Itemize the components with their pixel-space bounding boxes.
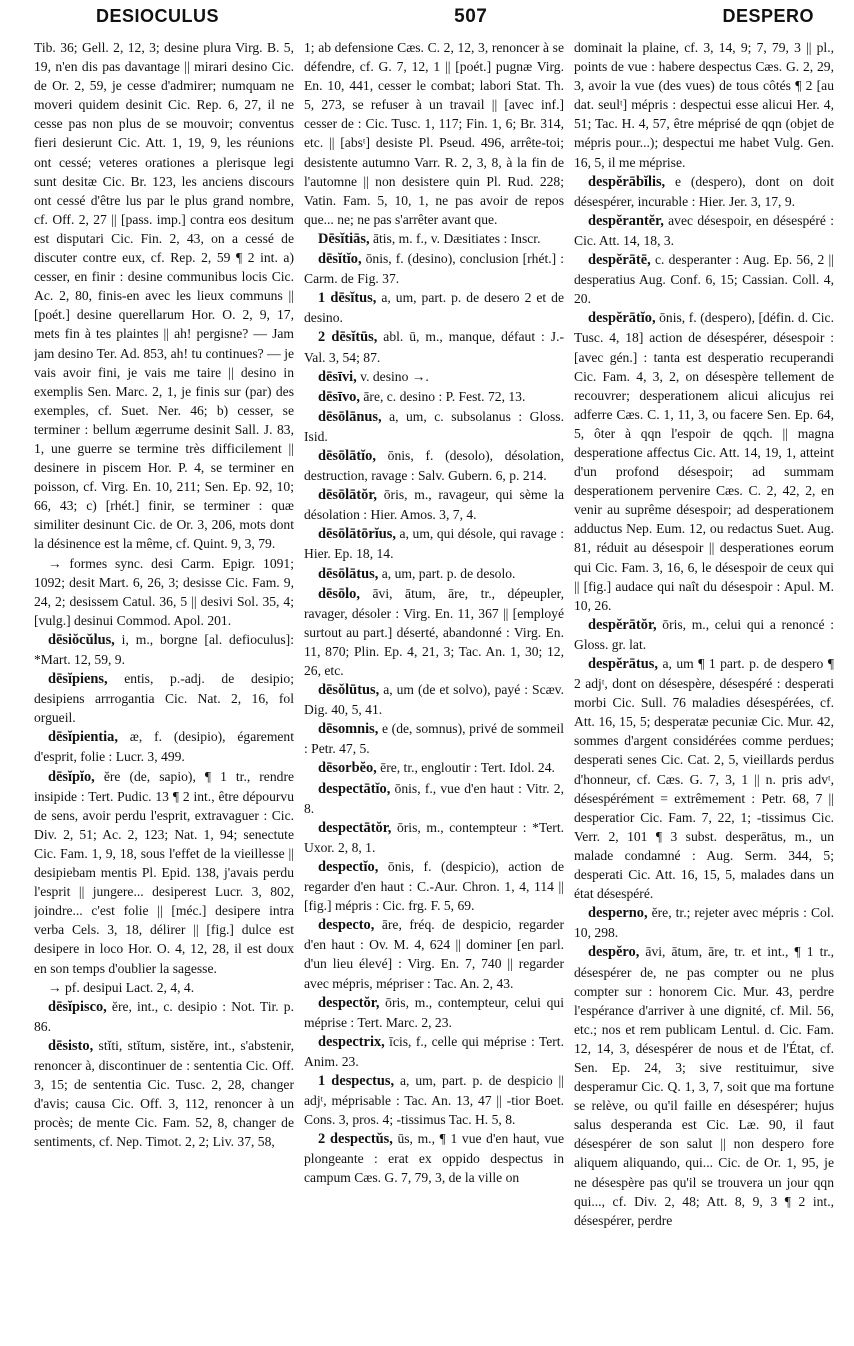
entry-body: ōnis, f. (despicio), action de regarder d'en haut : C.-Aur. Chron. 1, 4, 114 || [fig.] mépris : Cic. frg. F. 5, 69. — [304, 858, 564, 914]
entry-body: ōris, m., celui qui a renoncé : Gloss. gr. lat. — [574, 616, 834, 652]
dictionary-entry — [304, 407, 564, 446]
dictionary-entry — [304, 229, 564, 249]
entry-body: āre, c. desino : P. Fest. 72, 13. — [359, 388, 526, 404]
entry-headword: despĕrātē, — [588, 252, 651, 269]
entry-body: a, um, part. p. de desolo. — [378, 565, 516, 581]
entry-body: ōnis, f., vue d'en haut : Vitr. 2, 8. — [304, 780, 564, 816]
entry-headword: dēsōlānus, — [318, 408, 382, 425]
entry-headword: despĕro, — [588, 944, 640, 961]
entry-headword: 2 dēsĭtūs, — [318, 329, 378, 346]
entry-headword: Dēsĭtiās, — [318, 230, 370, 247]
entry-headword: dēsorbĕo, — [318, 760, 377, 777]
dictionary-entry — [304, 564, 564, 584]
entry-body: ōnis, f. (despero), [défin. d. Cic. Tusc. 4, 18] action de désespérer, désespoir : [avec gén.] : tanta est desperatio recuperandi Cic. Fam. 4, 3, 2, on désespère tellement de recouvrer; desperationem alicui alicujus rei adferre Cæs. C. 1, 11, 3, ou facere Sen. Ep. 64, 5, ôter à qqn l'espoir de qqch. || magna desperatione affectus Cic. Att. 14, 19, 1, atteint d'un profond désespoir; ad summam desperationem pervenire Cæs. C. 2, 42, 2, en venir au suprême désespoir; ad desperationem adductus Nep. Eum. 12, ou redactus Suet. Aug. 81, réduit au désespoir || desperationes eorum qui Cic. Fam. 3, 16, 6, le désespoir de ceux qui || [fig.] audace qui naît du désespoir : Apul. M. 10, 26. — [574, 310, 834, 613]
dictionary-entry — [574, 615, 834, 654]
entry-headword: dēsīvi, — [318, 368, 357, 385]
entry-text — [574, 38, 834, 172]
entry-headword: despectātŏr, — [318, 819, 392, 836]
entry-body: avec désespoir, en désespéré : Cic. Att. 14, 18, 3. — [574, 212, 834, 248]
entry-body: 1; ab defensione Cæs. C. 2, 12, 3, renoncer à se défendre, cf. G. 7, 12, 1 || [poét.] pugnæ Virg. En. 10, 441, cesser le combat; labori Stat. Th. 5, 273, se refuser à un travail || [avec inf.] cesser de : Cic. Tusc. 1, 117; Fin. 1, 6; Br. 314, etc. || [absᵗ] desiste Pl. Pseud. 496, arrête-toi; desistente autumno Varr. R. 2, 3, 8, à la fin de l'automne || non desistere quin Pl. Rud. 228; Vatin. Fam. 5, 10, 1, ne pas avoir de repos que... ne; ne pas s'arrêter avant que. — [304, 40, 564, 227]
entry-headword: despĕrantĕr, — [588, 212, 664, 229]
entry-headword: despectŏr, — [318, 994, 380, 1011]
entry-body: → formes sync. desi Carm. Epigr. 1091; 1092; desit Mart. 6, 26, 3; desisse Cic. Fam. 9, 24, 2; desissem Catul. 36, 5 || desivi Sol. 35, 4; [vulg.] desinui Commod. Apol. 201. — [34, 555, 294, 628]
entry-headword: dēsīvo, — [318, 388, 360, 405]
dictionary-entry — [304, 758, 564, 778]
dictionary-entry — [304, 387, 564, 407]
entry-body: i, m., borgne [al. defioculus]: *Mart. 12, 59, 9. — [34, 631, 294, 667]
dictionary-entry — [304, 367, 564, 387]
dictionary-entry — [304, 288, 564, 327]
dictionary-entry — [34, 997, 294, 1036]
dictionary-entry — [574, 308, 834, 615]
dictionary-entry — [304, 680, 564, 719]
left-headword: DESIOCULUS — [96, 6, 220, 26]
entry-text — [304, 38, 564, 229]
entry-body: entis, p.-adj. de desipio; desipiens arrrogantia Cic. Nat. 2, 16, fol orgueil. — [34, 671, 294, 726]
entry-headword: desperno, — [588, 905, 648, 922]
entry-headword: dēsŏlūtus, — [318, 682, 380, 699]
dictionary-entry — [34, 669, 294, 727]
entry-body: a, um, qui désole, qui ravage : Hier. Ep. 18, 14. — [304, 526, 564, 562]
dictionary-entry — [34, 630, 294, 669]
entry-body: āvi, ātum, āre, tr., dépeupler, ravager, désoler : Virg. En. 11, 367 || [employé surtout au part.] déserté, abandonné : Virg. En. 11, 870; Plin. Ep. 4, 21, 3; Tac. An. 1, 30; 12, 26, etc. — [304, 585, 564, 678]
entry-body: īcis, f., celle qui méprise : Tert. Anim. 23. — [304, 1033, 564, 1069]
entry-headword: despĕrātŏr, — [588, 616, 657, 633]
entry-headword: dēsĭtĭo, — [318, 251, 362, 268]
entry-body: āvi, ātum, āre, tr. et int., ¶ 1 tr., désespérer de, ne pas compter ou ne plus compter sur : honorem Cic. Mur. 43, perdre l'espérance d'arriver à une dignité, cf. Mil. 56, etc.; nos et rem publicam Lentul. d. Cic. Fam. 12, 14, 3, désespérer de nous et de l'État, cf. Sen. Ep. 24, 3; sive restituimur, sive desperamur Cic. Q. 1, 3, 7, soit que ma fortune se relève, ou qu'il faille en désespérer; hujus salus desperanda est Cic. Læ. 90, il faut désespérer de son salut || non despero fore aliquem aliquando, qui... Cic. de Or. 1, 95, je ne désespère pas qu'il se trouvera un jour qqn qui..., cf. Div. 2, 48; Att. 8, 9, 3 ¶ 2 int., désespérer, perdre — [574, 944, 834, 1228]
dictionary-entry — [304, 446, 564, 485]
entry-body: e (despero), dont on doit désespérer, incurable : Hier. Jer. 3, 17, 9. — [574, 173, 834, 209]
text-columns — [34, 38, 834, 1338]
entry-headword: despectātĭo, — [318, 780, 391, 797]
entry-body: e (de, somnus), privé de sommeil : Petr. 47, 5. — [304, 721, 564, 757]
entry-headword: dēsomnis, — [318, 721, 379, 738]
entry-headword: despĕrābĭlis, — [588, 173, 666, 190]
dictionary-entry — [304, 719, 564, 758]
entry-headword: dēsisto, — [48, 1037, 94, 1054]
column-middle — [304, 38, 564, 1338]
dictionary-entry — [574, 250, 834, 308]
dictionary-entry — [34, 1036, 294, 1152]
dictionary-entry — [304, 779, 564, 818]
dictionary-entry — [304, 584, 564, 680]
entry-headword: dēsōlātus, — [318, 565, 379, 582]
entry-body: āre, fréq. de despicio, regarder d'en haut : Ov. M. 4, 624 || dominer [en parl. d'un lieu élevé] : Virg. En. 7, 740 || regarder avec mépris, mépriser : Tac. An. 2, 43. — [304, 917, 564, 991]
entry-headword: dēsiŏcŭlus, — [48, 631, 115, 648]
entry-headword: dēsĭpĭo, — [48, 768, 95, 785]
entry-headword: despĕrātus, — [588, 656, 658, 672]
dictionary-entry — [304, 915, 564, 992]
entry-body: Tib. 36; Gell. 2, 12, 3; desine plura Virg. B. 5, 19, n'en dis pas davantage || mirari desino Cic. de Or. 2, 59, je cesse d'admirer; numquam ne moveri quidem desinit Cic. Rep. 6, 27, il ne cesse pas non plus de se mouvoir; conventus fieri desierunt Cic. Att. 1, 19, 9, les réunions ont cessé; veteres orationes a plerisque legi sunt desitæ Cic. Br. 123, les anciens discours ont cessé d'être lus par le plus grand nombre, cf. Off. 2, 27 || [pass. imp.] contra eos desitum est disputari Cic. Fin. 2, 43, on a cessé de discuter contre eux, cf. Rep. 2, 59 ¶ 2 int. a) cesser, en finir : desine communibus locis Cic. Ac. 2, 80, finis-en avec les lieux communs || [poét.] desine querellarum Hor. O. 2, 9, 17, mets fin à tes plaintes || ah! pergisne? — Jam jam desino Ter. Ad. 853, ah! tu continues? — je vais avoir fini, je vais me taire || desino in exemplis Sen. Marc. 2, 1, je finis sur (par) des exemples, cf. Suet. Ner. 46; b) cesser, se terminer : bellum ægerrume desinit Sall. J. 83, 1, une guerre se termine très difficilement || desinere in piscem Hor. P. 4, se terminer en poisson, cf. Virg. En. 10, 211; Sen. Ep. 92, 10; 66, 43; c) [rhét.] finir, se terminer : quæ similiter desinunt Cic. de Or. 3, 206, mots dont la désinence est la même, cf. Quint. 9, 3, 79. — [34, 40, 294, 552]
entry-headword: despectrix, — [318, 1033, 385, 1050]
entry-headword: despĕrātĭo, — [588, 310, 656, 327]
entry-body: stĭti, stĭtum, sistĕre, int., s'abstenir, renoncer à, discontinuer de : sententia Cic. Off. 3, 15; de sententia Cic. Tusc. 2, 28, changer d'avis; causa Cic. Off. 3, 112, renoncer à un procès; de mente Cic. Fam. 52, 8, changer de sentiments, cf. Nep. Timot. 2, 2; Liv. 37, 58, — [34, 1037, 294, 1150]
entry-body: ōnis, f. (desolo), désolation, destruction, ravage : Salv. Gubern. 6, p. 214. — [304, 447, 564, 484]
dictionary-entry — [574, 942, 834, 1229]
entry-body: ĕre, tr.; rejeter avec mépris : Col. 10, 298. — [574, 905, 834, 941]
entry-body: æ, f. (desipio), égarement d'esprit, folie : Lucr. 3, 499. — [34, 729, 294, 765]
page-number: 507 — [454, 6, 488, 27]
dictionary-entry — [574, 654, 834, 903]
entry-headword: despecto, — [318, 917, 375, 934]
entry-headword: dēsōlātĭo, — [318, 447, 376, 464]
entry-body: a, um, part. p. de desero 2 et de desino. — [304, 290, 564, 326]
right-headword: DESPERO — [722, 6, 814, 26]
entry-body: ōris, m., ravageur, qui sème la désolation : Hier. Amos. 3, 7, 4. — [304, 487, 564, 523]
entry-body: ōris, m., contempteur : *Tert. Uxor. 2, 8, 1. — [304, 819, 564, 855]
entry-headword: dēsĭpiens, — [48, 671, 108, 688]
entry-headword: dēsĭpisco, — [48, 998, 107, 1015]
dictionary-entry — [304, 818, 564, 857]
entry-headword: dēsōlātōrĭus, — [318, 526, 396, 543]
entry-body: c. desperanter : Aug. Ep. 56, 2 || desperatius Aug. Conf. 6, 15; Cassian. Coll. 4, 20. — [574, 252, 834, 307]
entry-headword: dēsĭpientia, — [48, 729, 118, 746]
dictionary-entry — [574, 211, 834, 250]
dictionary-entry — [304, 993, 564, 1032]
entry-body: v. desino →. — [356, 368, 429, 384]
dictionary-entry — [304, 327, 564, 366]
entry-body: ōnis, f. (desino), conclusion [rhét.] : Carm. de Fig. 37. — [304, 251, 564, 287]
dictionary-entry — [574, 172, 834, 211]
entry-text — [34, 38, 294, 554]
entry-body: ātis, m. f., v. Dæsitiates : Inscr. — [369, 230, 541, 246]
entry-headword: 1 despectus, — [318, 1072, 395, 1089]
dictionary-entry — [304, 249, 564, 288]
entry-headword: dēsōlātŏr, — [318, 487, 378, 504]
dictionary-entry — [304, 485, 564, 524]
entry-body: a, um, c. subsolanus : Gloss. Isid. — [304, 408, 564, 444]
entry-headword: despectĭo, — [318, 858, 379, 875]
dictionary-entry — [304, 857, 564, 915]
running-head — [96, 6, 814, 32]
entry-body: → pf. desipui Lact. 2, 4, 4. — [48, 979, 195, 995]
dictionary-entry — [304, 1129, 564, 1187]
entry-body: ūs, m., ¶ 1 vue d'en haut, vue plongeante : erat ex oppido despectus in campum Cæs. G. 7, 79, 3, de la ville on — [304, 1131, 564, 1186]
entry-body: a, um, part. p. de despicio || adjᵗ, méprisable : Tac. An. 13, 47 || -tior Boet. Cons. 3, pros. 4; -tissimus Tac. H. 5, 8. — [304, 1072, 564, 1128]
entry-headword: dēsōlo, — [318, 585, 360, 602]
column-left — [34, 38, 294, 1338]
dictionary-entry — [304, 1071, 564, 1129]
entry-headword: 2 despectŭs, — [318, 1131, 393, 1148]
entry-body: ēre, tr., engloutir : Tert. Idol. 24. — [376, 760, 555, 776]
dictionary-entry — [34, 767, 294, 978]
entry-text — [34, 978, 294, 997]
entry-body: dominait la plaine, cf. 3, 14, 9; 7, 79, 3 || pl., points de vue : habere despectus Cæs. G. 2, 29, 3, avoir la vue (des vues) de tous côtés ¶ 2 [au dat. seulᵗ] mépris : despectui esse alicui Her. 4, 51; Tac. H. 4, 57, être méprisé de qqn (objet de mépris pour...); despectui me habet Vulg. Gen. 16, 5, il me méprise. — [574, 40, 834, 170]
dictionary-entry — [34, 727, 294, 766]
entry-body: a, um (de et solvo), payé : Scæv. Dig. 40, 5, 41. — [304, 682, 564, 718]
column-right — [574, 38, 834, 1338]
entry-text — [34, 554, 294, 630]
entry-body: abl. ū, m., manque, défaut : J.-Val. 3, 54; 87. — [304, 329, 564, 365]
entry-body: ōris, m., contempteur, celui qui méprise : Tert. Marc. 2, 23. — [304, 994, 564, 1030]
dictionary-entry — [304, 524, 564, 563]
dictionary-entry — [574, 903, 834, 942]
entry-headword: 1 dēsĭtus, — [318, 290, 377, 307]
entry-body: ĕre (de, sapio), ¶ 1 tr., rendre insipide : Tert. Pudic. 13 ¶ 2 int., être dépourvu de sens, avoir perdu l'esprit, extravaguer : Cic. Div. 2, 51; Ac. 2, 123; Nat. 1, 94; senectute Cic. Fam. 1, 9, 18, sous l'effet de la vieillesse || desipiebam mentis Pl. Epid. 138, j'avais perdu l'esprit || jungere... desiperest Lucr. 3, 802, joindre... c'est folie || [méc.] desipere intra verba Cels. 3, 18, délirer || [fig.] dulce est desipere in loco Hor. O. 4, 12, 28, il est doux en son temps d'oublier la sagesse. — [34, 768, 294, 976]
entry-body: a, um ¶ 1 part. p. de despero ¶ 2 adjᵗ, dont on désespère, désespéré : desperati morbi Cic. Sull. 76 maladies désespérées, cf. Att. 16, 15, 5; desperatæ pecuniæ Cic. Mur. 42, sommes d'argent considérées comme perdues; desperati senes Cic. Cat. 2, 5, vieillards perdus d'honneur, cf. Cæs. G. 7, 3, 1 || n. pris advᵗ, désespérément = extrêmement : Petr. 68, 7 || desperatior Cic. Fam. 7, 22, 1; -tissimus Cic. Verr. 2, 101 ¶ 3 subst. desperātus, m., un malade condamné : Aug. Serm. 344, 5; desperati Cic. Att. 16, 15, 5, malades dans un état désespéré. — [574, 656, 834, 902]
entry-body: ĕre, int., c. desipio : Not. Tir. p. 86. — [34, 998, 294, 1034]
dictionary-entry — [304, 1032, 564, 1071]
